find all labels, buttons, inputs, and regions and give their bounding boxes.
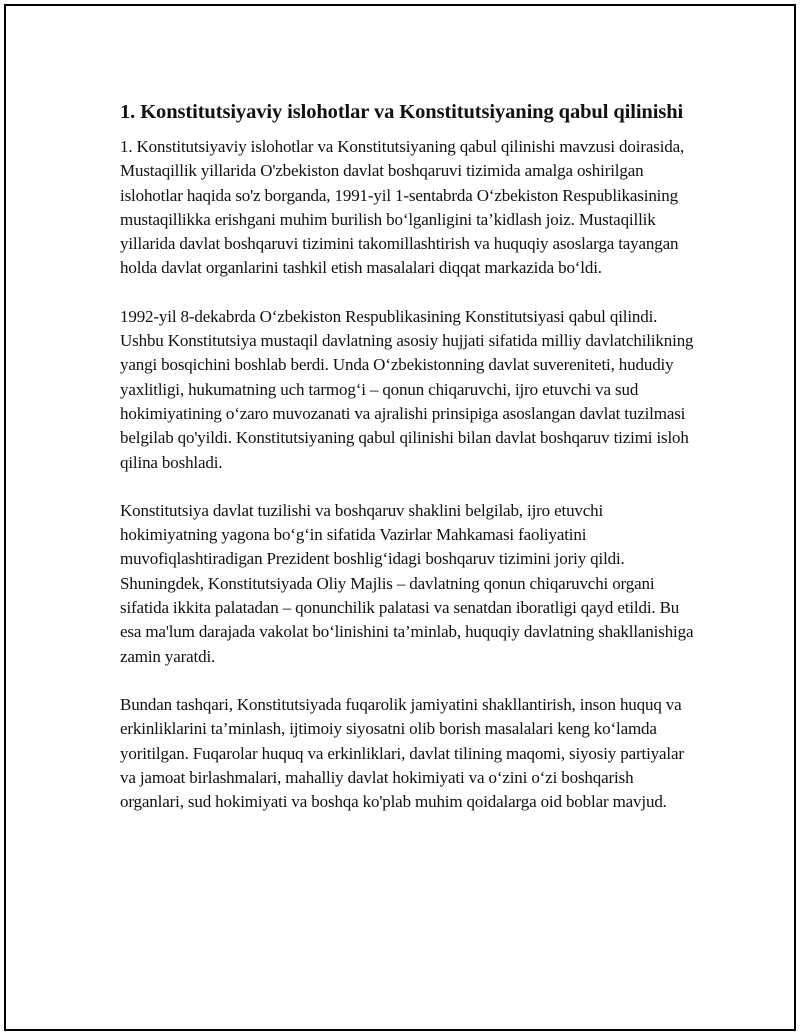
paragraph-2: 1992-yil 8-dekabrda O‘zbekiston Respublikasining Konstitutsiyasi qabul qilindi. Ushbu Konstitutsiya mustaqil davlatning asosiy hujjati sifatida milliy davlatchilikning yangi bosqichini boshlab berdi. Unda O‘zbekistonning davlat suvereniteti, hududiy yaxlitligi, hukumatning uch tarmog‘i – qonun chiqaruvchi, ijro etuvchi va sud hokimiyatining o‘zaro muvozanati va ajralishi prinsipiga asoslangan davlat tuzilmasi belgilab qo'yildi. Konstitutsiyaning qabul qilinishi bilan davlat boshqaruv tizimi isloh qilina boshladi.	[120, 306, 694, 472]
page-title: 1. Konstitutsiyaviy islohotlar va Konstitutsiyaning qabul qilinishi	[120, 101, 684, 123]
page-frame	[4, 4, 796, 1031]
paragraph-1: 1. Konstitutsiyaviy islohotlar va Konstitutsiyaning qabul qilinishi mavzusi doirasida, Mustaqillik yillarida O'zbekiston davlat boshqaruvi tizimida amalga oshirilgan islohotlar haqida so'z borganda, 1991-yil 1-sentabrda O‘zbekiston Respublikasining mustaqillikka erishgani muhim burilish bo‘lganligini ta’kidlash joiz. Mustaqillik yillarida davlat boshqaruvi tizimini takomillashtirish va huquqiy asoslarga tayangan holda davlat organlarini tashkil etish masalalari diqqat markazida bo‘ldi.	[120, 137, 685, 278]
document-body	[120, 98, 700, 838]
paragraph-4: Bundan tashqari, Konstitutsiyada fuqarolik jamiyatini shakllantirish, inson huquq va erkinliklarini ta’minlash, ijtimoiy siyosatni olib borish masalalari keng ko‘lamda yoritilgan. Fuqarolar huquq va erkinliklari, davlat tilining maqomi, siyosiy partiyalar va jamoat birlashmalari, mahalliy davlat hokimiyati va o‘zini o‘zi boshqarish organlari, sud hokimiyati va boshqa ko'plab muhim qoidalarga oid boblar mavjud.	[120, 694, 684, 812]
paragraph-3: Konstitutsiya davlat tuzilishi va boshqaruv shaklini belgilab, ijro etuvchi hokimiyatning yagona bo‘g‘in sifatida Vazirlar Mahkamasi faoliyatini muvofiqlashtiradigan Prezident boshlig‘idagi boshqaruv tizimini joriy qildi. Shuningdek, Konstitutsiyada Oliy Majlis – davlatning qonun chiqaruvchi organi sifatida ikkita palatadan – qonunchilik palatasi va senatdan iboratligi qayd etildi. Bu esa ma'lum darajada vakolat bo‘linishini ta’minlab, huquqiy davlatning shakllanishiga zamin yaratdi.	[120, 500, 694, 666]
